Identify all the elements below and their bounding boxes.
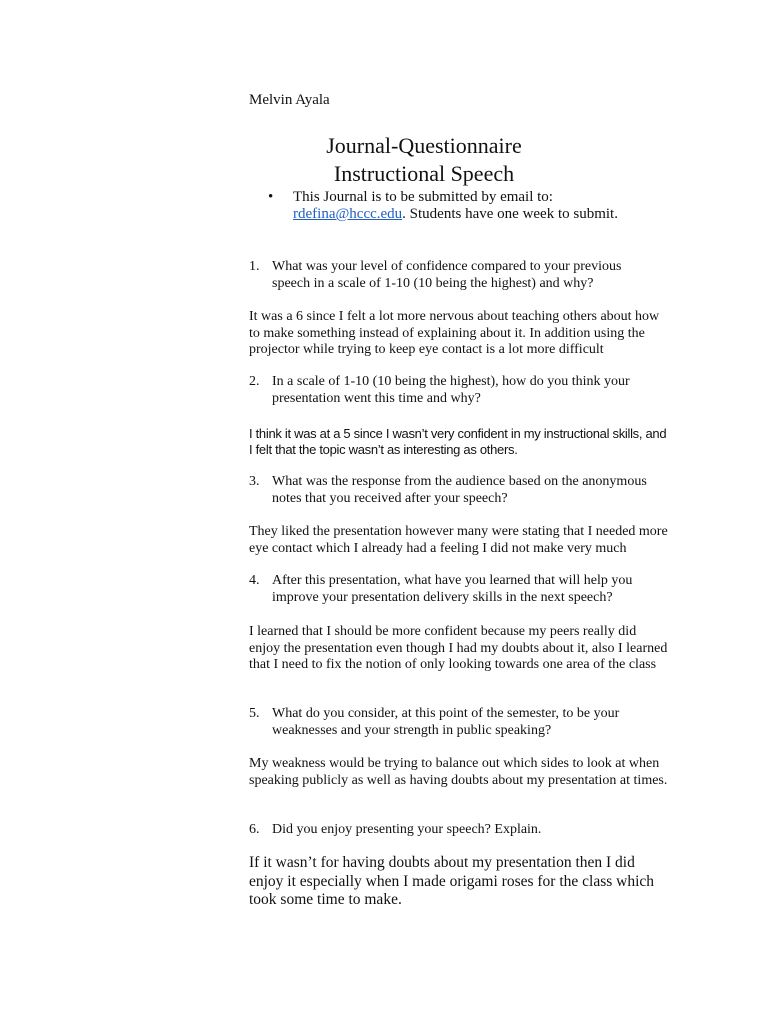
question-text: Did you enjoy presenting your speech? Explain. [272,822,542,837]
question-text: What was the response from the audience based on the anonymous notes that you received after your speech? [272,474,647,506]
question-text: What was your level of confidence compared to your previous speech in a scale of 1-10 (10 being the highest) and why? [272,259,622,291]
answer-4: I learned that I should be more confident because my peers really did enjoy the presentation even though I had my doubts about it, also I learned that I need to fix the notion of only looking towards one area of the class [249,624,668,672]
question-number: 6. [249,822,260,837]
answer-5: My weakness would be trying to balance out which sides to look at when speaking publicly as well as having doubts about my presentation at times. [249,756,668,788]
submission-instruction: This Journal is to be submitted by email to: [293,189,553,205]
author-name: Melvin Ayala [249,92,330,108]
question-text: After this presentation, what have you learned that will help you improve your presentation delivery skills in the next speech? [272,573,633,605]
question-number: 5. [249,706,260,721]
answer-6: If it wasn’t for having doubts about my presentation then I did enjoy it especially when I made origami roses for the class which took some time to make. [249,854,655,908]
bullet-icon: • [268,189,274,205]
answer-2: I think it was at a 5 since I wasn’t very confident in my instructional skills, and I felt that the topic wasn’t as interesting as others. [249,426,667,457]
document-title: Journal-Questionnaire [326,133,522,158]
answer-3: They liked the presentation however many were stating that I needed more eye contact which I already had a feeling I did not make very much [249,524,668,556]
answer-1: It was a 6 since I felt a lot more nervous about teaching others about how to make something instead of explaining about it. In addition using the projector while trying to keep eye contact is a lot more difficult [249,309,660,357]
submission-deadline: . Students have one week to submit. [402,206,618,222]
question-number: 4. [249,573,260,588]
question-number: 2. [249,374,260,389]
email-link[interactable]: rdefina@hccc.edu [293,206,403,222]
question-number: 3. [249,474,260,489]
question-text: What do you consider, at this point of the semester, to be your weaknesses and your strength in public speaking? [272,706,620,738]
submission-note-text [293,189,693,223]
question-number: 1. [249,259,260,274]
document-subtitle: Instructional Speech [333,161,515,186]
question-text: In a scale of 1-10 (10 being the highest), how do you think your presentation went this time and why? [272,374,630,406]
